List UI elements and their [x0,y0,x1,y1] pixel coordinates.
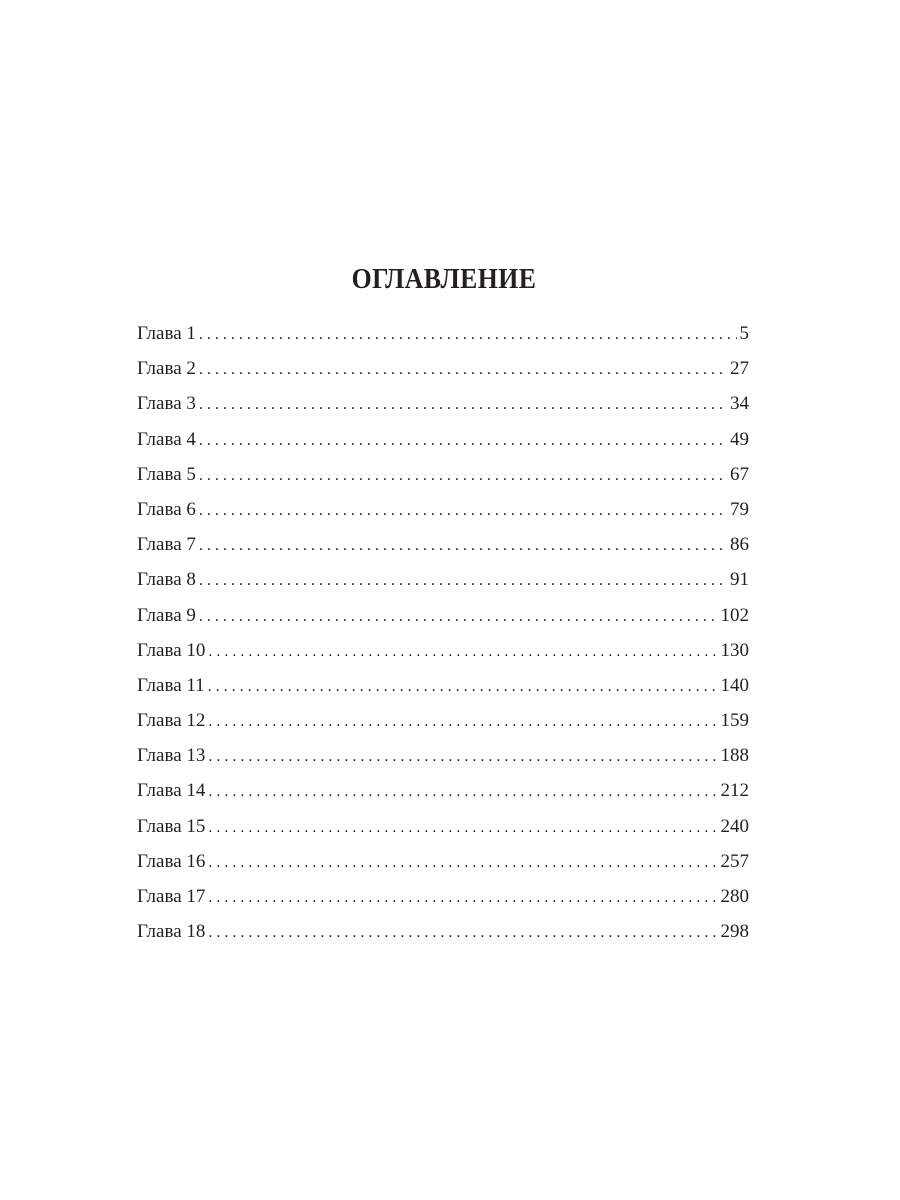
toc-chapter-title: Глава 5 [137,463,196,485]
page-title: ОГЛАВЛЕНИЕ [351,264,537,295]
dot-leader [208,669,718,704]
dot-leader [199,423,727,458]
toc-entry [137,738,749,773]
dot-leader [199,387,727,422]
toc-chapter-title: Глава 8 [137,569,196,591]
dot-leader [208,704,717,739]
toc-page-number: 27 [730,358,749,380]
dot-leader [208,845,717,880]
toc-entry [137,386,749,421]
toc-entry [137,668,749,703]
toc-page-number: 188 [720,745,749,767]
toc-entry [137,598,749,633]
toc-entry [137,633,749,668]
toc-entry [137,773,749,808]
dot-leader [199,563,727,598]
dot-leader [208,634,717,669]
toc-entry [137,844,749,879]
toc-entry [137,527,749,562]
toc-page-number: 280 [720,886,749,907]
toc-page-number: 49 [730,428,749,450]
toc-page-number: 159 [720,710,749,732]
dot-leader [199,493,727,528]
toc-chapter-title: Глава 17 [137,886,206,907]
toc-chapter-title: Глава 12 [137,710,206,732]
dot-leader [208,915,717,950]
toc-page-number: 240 [720,815,749,837]
dot-leader [199,458,727,493]
toc-entry [137,422,749,457]
toc-chapter-title: Глава 15 [137,815,206,837]
toc-entry [137,809,749,844]
toc-entry [137,703,749,738]
toc-entry [137,351,749,386]
toc-page-number: 91 [730,569,749,591]
toc-page-number: 5 [739,323,749,344]
dot-leader [208,810,717,845]
dot-leader [208,774,717,809]
toc-page-number: 86 [730,534,749,556]
toc-entry [137,879,749,914]
toc-chapter-title: Глава 9 [137,604,196,626]
toc-chapter-title: Глава 4 [137,428,196,450]
dot-leader [208,739,717,774]
toc-entry [137,914,749,949]
toc-entry [137,562,749,597]
toc-page-number: 140 [720,674,749,696]
toc-entry [137,316,749,351]
toc-chapter-title: Глава 16 [137,850,206,872]
toc-chapter-title: Глава 13 [137,745,206,767]
toc-chapter-title: Глава 18 [137,921,206,943]
dot-leader [199,599,718,634]
toc-chapter-title: Глава 7 [137,534,196,556]
table-of-contents [137,316,749,949]
toc-page-number: 257 [720,850,749,872]
dot-leader [199,317,737,352]
toc-chapter-title: Глава 11 [137,674,205,696]
dot-leader [208,880,717,915]
toc-page-number: 130 [720,639,749,661]
toc-entry [137,457,749,492]
toc-chapter-title: Глава 10 [137,639,206,661]
toc-page-number: 34 [730,393,749,415]
toc-entry [137,492,749,527]
toc-chapter-title: Глава 1 [137,323,196,344]
toc-page-number: 298 [720,921,749,943]
toc-chapter-title: Глава 3 [137,393,196,415]
toc-page-number: 79 [730,498,749,520]
toc-chapter-title: Глава 6 [137,498,196,520]
toc-chapter-title: Глава 2 [137,358,196,380]
toc-chapter-title: Глава 14 [137,780,206,802]
dot-leader [199,352,727,387]
toc-page-number: 212 [720,780,749,802]
toc-page-number: 102 [720,604,749,626]
toc-page-number: 67 [730,463,749,485]
dot-leader [199,528,727,563]
